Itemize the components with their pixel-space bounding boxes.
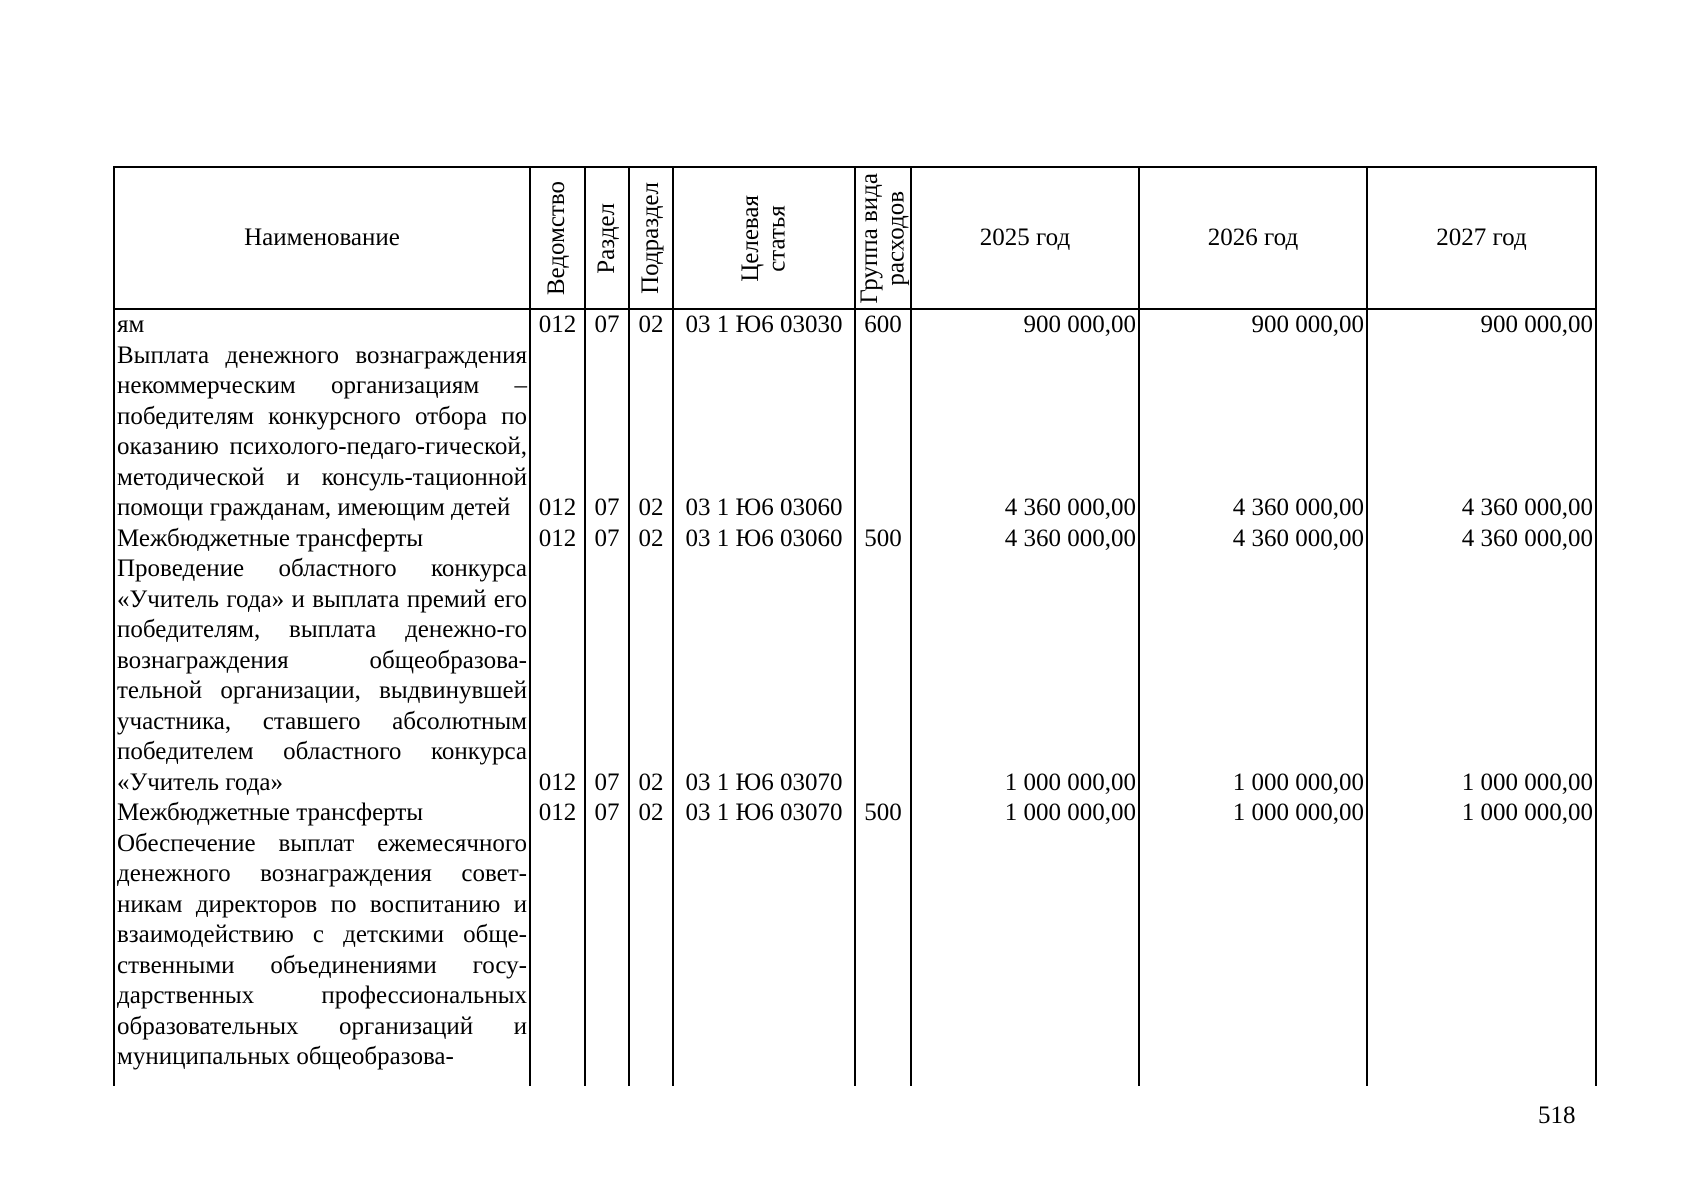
continuation-cell bbox=[1139, 1073, 1367, 1086]
continuation-cell bbox=[585, 1073, 629, 1086]
cell-celevaya-statya: 03 1 Ю6 03060 bbox=[673, 524, 855, 555]
cell-podrazdel: 02 bbox=[629, 524, 673, 555]
cell-2026: 1 000 000,00 bbox=[1139, 798, 1367, 829]
cell-2027: 1 000 000,00 bbox=[1367, 554, 1596, 798]
cell-2025: 900 000,00 bbox=[911, 309, 1139, 341]
header-celevaya-statya: Целевая статья bbox=[673, 167, 855, 309]
cell-podrazdel: 02 bbox=[629, 309, 673, 341]
cell-gruppa bbox=[855, 829, 911, 1073]
header-gruppa-vida-rashodov: Группа вида расходов bbox=[855, 167, 911, 309]
continuation-cell bbox=[911, 1073, 1139, 1086]
table-continuation bbox=[114, 1073, 1596, 1086]
continuation-cell bbox=[1367, 1073, 1596, 1086]
cell-name: Межбюджетные трансферты bbox=[114, 798, 530, 829]
cell-2027: 4 360 000,00 bbox=[1367, 341, 1596, 524]
cell-2026 bbox=[1139, 829, 1367, 1073]
continuation-cell bbox=[629, 1073, 673, 1086]
cell-razdel: 07 bbox=[585, 554, 629, 798]
cell-2026: 4 360 000,00 bbox=[1139, 524, 1367, 555]
cell-vedomstvo: 012 bbox=[530, 341, 585, 524]
table-row bbox=[114, 829, 1596, 1073]
cell-vedomstvo: 012 bbox=[530, 798, 585, 829]
cell-vedomstvo bbox=[530, 829, 585, 1073]
continuation-cell bbox=[855, 1073, 911, 1086]
cell-razdel: 07 bbox=[585, 309, 629, 341]
cell-podrazdel bbox=[629, 829, 673, 1073]
header-2026: 2026 год bbox=[1139, 167, 1367, 309]
cell-gruppa: 500 bbox=[855, 524, 911, 555]
cell-razdel: 07 bbox=[585, 798, 629, 829]
cell-2025: 1 000 000,00 bbox=[911, 554, 1139, 798]
cell-vedomstvo: 012 bbox=[530, 309, 585, 341]
cell-vedomstvo: 012 bbox=[530, 524, 585, 555]
header-2025: 2025 год bbox=[911, 167, 1139, 309]
cell-2026: 900 000,00 bbox=[1139, 309, 1367, 341]
cell-name: Проведение областного конкурса «Учитель года» и выплата премий его победителям, выплата денежно-го вознаграждения общеобразова-тельной организации, выдвинувшей участника, ставшего абсолютным победителем областного конкурса «Учитель года» bbox=[114, 554, 530, 798]
table-row bbox=[114, 524, 1596, 555]
table-row bbox=[114, 341, 1596, 524]
cell-podrazdel: 02 bbox=[629, 554, 673, 798]
header-razdel: Раздел bbox=[585, 167, 629, 309]
continuation-cell bbox=[530, 1073, 585, 1086]
cell-gruppa: 600 bbox=[855, 309, 911, 341]
cell-celevaya-statya bbox=[673, 829, 855, 1073]
cell-celevaya-statya: 03 1 Ю6 03030 bbox=[673, 309, 855, 341]
cell-2027: 4 360 000,00 bbox=[1367, 524, 1596, 555]
cell-gruppa bbox=[855, 554, 911, 798]
cell-celevaya-statya: 03 1 Ю6 03070 bbox=[673, 554, 855, 798]
header-2027: 2027 год bbox=[1367, 167, 1596, 309]
table-row bbox=[114, 798, 1596, 829]
cell-razdel: 07 bbox=[585, 341, 629, 524]
cell-2027 bbox=[1367, 829, 1596, 1073]
cell-2025 bbox=[911, 829, 1139, 1073]
cell-podrazdel: 02 bbox=[629, 798, 673, 829]
cell-name: Обеспечение выплат ежемесячного денежного вознаграждения совет-никам директоров по воспитанию и взаимодействию с детскими обще-ственными объединениями госу-дарственных профессиональных образовательных организаций и муниципальных общеобразова- bbox=[114, 829, 530, 1073]
cell-2025: 1 000 000,00 bbox=[911, 798, 1139, 829]
page-number: 518 bbox=[1538, 1102, 1576, 1129]
cell-gruppa bbox=[855, 341, 911, 524]
cell-name: ям bbox=[114, 309, 530, 341]
cell-2027: 1 000 000,00 bbox=[1367, 798, 1596, 829]
cell-name: Межбюджетные трансферты bbox=[114, 524, 530, 555]
cell-razdel bbox=[585, 829, 629, 1073]
table-row bbox=[114, 554, 1596, 798]
header-podrazdel: Подраздел bbox=[629, 167, 673, 309]
cell-name: Выплата денежного вознаграждения некоммерческим организациям – победителям конкурсного отбора по оказанию психолого-педаго-гической, методической и консуль-тационной помощи гражданам, имеющим детей bbox=[114, 341, 530, 524]
cell-2025: 4 360 000,00 bbox=[911, 341, 1139, 524]
table-row bbox=[114, 309, 1596, 341]
cell-celevaya-statya: 03 1 Ю6 03060 bbox=[673, 341, 855, 524]
cell-celevaya-statya: 03 1 Ю6 03070 bbox=[673, 798, 855, 829]
cell-2027: 900 000,00 bbox=[1367, 309, 1596, 341]
budget-table bbox=[113, 166, 1597, 1086]
cell-2026: 4 360 000,00 bbox=[1139, 341, 1367, 524]
header-name: Наименование bbox=[114, 167, 530, 309]
continuation-cell bbox=[114, 1073, 530, 1086]
cell-gruppa: 500 bbox=[855, 798, 911, 829]
continuation-cell bbox=[673, 1073, 855, 1086]
cell-2025: 4 360 000,00 bbox=[911, 524, 1139, 555]
cell-vedomstvo: 012 bbox=[530, 554, 585, 798]
cell-2026: 1 000 000,00 bbox=[1139, 554, 1367, 798]
table-header bbox=[114, 167, 1596, 309]
table-body bbox=[114, 309, 1596, 1086]
cell-podrazdel: 02 bbox=[629, 341, 673, 524]
cell-razdel: 07 bbox=[585, 524, 629, 555]
header-vedomstvo: Ведомство bbox=[530, 167, 585, 309]
